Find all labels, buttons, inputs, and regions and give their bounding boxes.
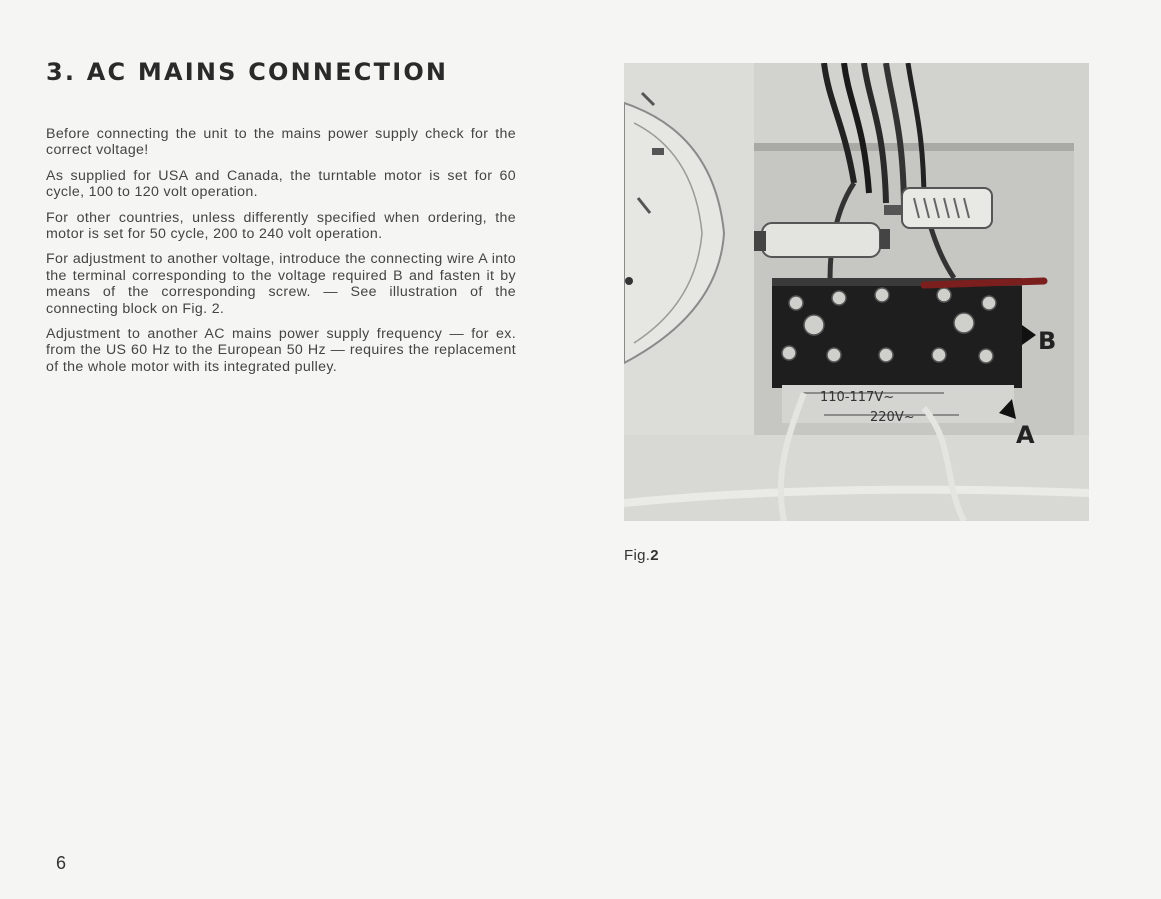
paragraph-frequency-adjustment: Adjustment to another AC mains power supply frequency — for ex. from the US 60 Hz to the European 50 Hz — requires the replacement of the whole motor with its integrated pulley. (46, 326, 516, 375)
label-b: B (1038, 327, 1057, 355)
text-column (46, 58, 516, 384)
paragraph-voltage-adjustment: For adjustment to another voltage, introduce the connecting wire A into the terminal corresponding to the voltage required B and fasten it by means of the corresponding screw. — See illustration of the connecting block on Fig. 2. (46, 251, 516, 317)
page-number: 6 (56, 853, 67, 873)
paragraph-other-countries: For other countries, unless differently specified when ordering, the motor is set for 50 cycle, 200 to 240 volt operation. (46, 209, 516, 243)
terminal-label-220v: 220V~ (870, 410, 915, 425)
label-a: A (1016, 421, 1035, 449)
section-heading: 3. AC MAINS CONNECTION (46, 58, 449, 86)
figure-caption (624, 547, 659, 564)
paragraph-voltage-check: Before connecting the unit to the mains power supply check for the correct voltage! (46, 126, 516, 159)
paragraph-usa-canada: As supplied for USA and Canada, the turntable motor is set for 60 cycle, 100 to 120 volt operation. (46, 167, 516, 201)
figure-photo (624, 63, 1089, 521)
figure-caption-number: 2 (650, 547, 659, 564)
terminal-label-110v: 110-117V~ (820, 390, 895, 405)
connecting-block-photo (624, 63, 1089, 521)
figure-caption-prefix: Fig. (624, 547, 651, 564)
